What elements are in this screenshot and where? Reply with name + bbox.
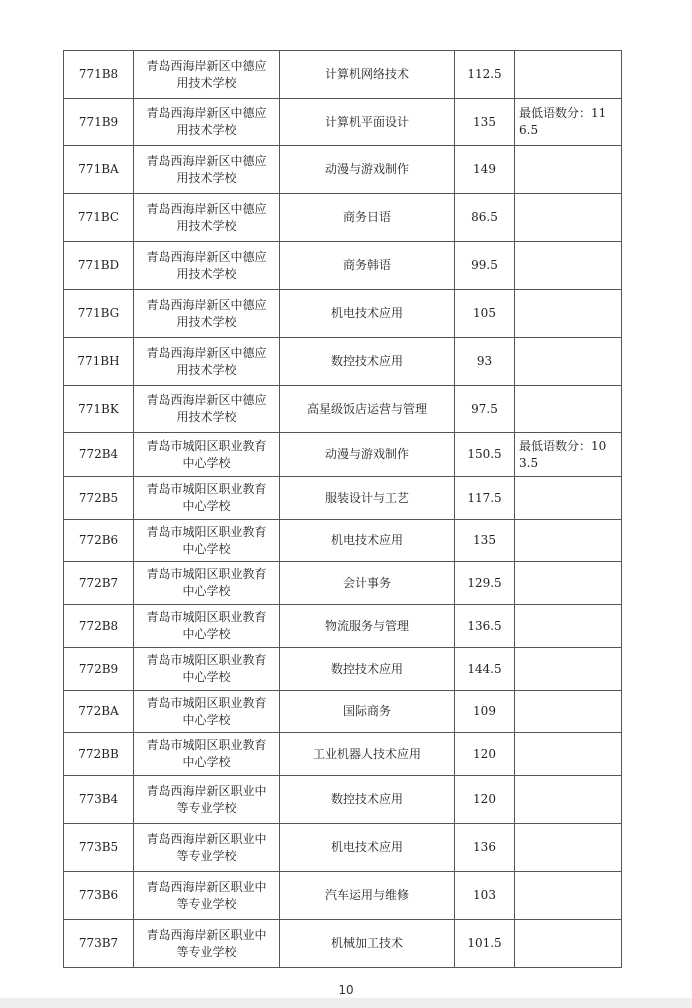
school-name-text: 青岛市城阳区职业教育中心学校: [146, 653, 267, 684]
note-cell: [515, 99, 622, 146]
school-name-cell: [134, 194, 280, 242]
page-number: 10: [338, 983, 354, 997]
major-text: 商务韩语: [342, 258, 391, 272]
school-name-cell: [134, 648, 280, 691]
table-row: [64, 691, 622, 733]
program-code-text: 771B8: [78, 67, 119, 81]
table-row: [64, 242, 622, 290]
table-row: [64, 733, 622, 776]
min-score-text: 93: [476, 354, 493, 368]
program-code-cell: [64, 824, 134, 872]
program-code-text: 772B9: [78, 661, 119, 676]
major-text: 机电技术应用: [330, 840, 403, 854]
program-code-cell: [64, 691, 134, 733]
school-name-cell: [134, 920, 280, 968]
school-name-text: 青岛西海岸新区中德应用技术学校: [146, 297, 267, 329]
program-code-cell: [64, 146, 134, 194]
school-name-text: 青岛市城阳区职业教育中心学校: [146, 482, 267, 513]
min-score-text: 150.5: [467, 447, 502, 461]
major-cell: [280, 733, 455, 776]
program-code-cell: [64, 477, 134, 520]
school-name-cell: [134, 477, 280, 520]
school-name-text: 青岛市城阳区职业教育中心学校: [146, 567, 267, 598]
school-name-cell: [134, 433, 280, 477]
note-cell: [515, 290, 622, 338]
table-row: [64, 824, 622, 872]
note-cell: [515, 194, 622, 242]
min-score-cell: [455, 51, 515, 99]
note-cell: [515, 242, 622, 290]
note-cell: [515, 605, 622, 648]
major-cell: [280, 605, 455, 648]
note-cell: [515, 477, 622, 520]
note-cell: [515, 433, 622, 477]
min-score-cell: [455, 920, 515, 968]
note-cell: [515, 776, 622, 824]
major-cell: [280, 520, 455, 562]
min-score-cell: [455, 605, 515, 648]
program-code-text: 772BA: [78, 704, 119, 718]
school-name-text: 青岛西海岸新区中德应用技术学校: [146, 201, 267, 233]
min-score-cell: [455, 648, 515, 691]
major-cell: [280, 691, 455, 733]
program-code-text: 771BD: [77, 258, 120, 272]
major-text: 高星级饭店运营与管理: [306, 401, 427, 416]
program-code-text: 772B5: [78, 490, 119, 505]
major-text: 机电技术应用: [330, 533, 403, 547]
program-code-cell: [64, 872, 134, 920]
school-name-text: 青岛西海岸新区中德应用技术学校: [146, 393, 267, 424]
major-cell: [280, 146, 455, 194]
major-cell: [280, 562, 455, 605]
note-cell: [515, 562, 622, 605]
school-name-cell: [134, 562, 280, 605]
major-text: 机械加工技术: [330, 936, 403, 950]
program-code-text: 772B4: [78, 447, 119, 461]
major-cell: [280, 242, 455, 290]
school-name-cell: [134, 605, 280, 648]
table-row: [64, 562, 622, 605]
table-row: [64, 872, 622, 920]
table-row: [64, 99, 622, 146]
table-row: [64, 194, 622, 242]
min-score-text: 120: [473, 792, 496, 806]
note-cell: [515, 146, 622, 194]
program-code-cell: [64, 776, 134, 824]
min-score-cell: [455, 477, 515, 520]
min-score-cell: [455, 386, 515, 433]
major-text: 计算机平面设计: [324, 114, 409, 129]
min-score-cell: [455, 194, 515, 242]
program-code-cell: [64, 338, 134, 386]
program-code-cell: [64, 242, 134, 290]
major-cell: [280, 872, 455, 920]
table-row: [64, 920, 622, 968]
school-name-text: 青岛西海岸新区中德应用技术学校: [146, 106, 267, 137]
major-text: 数控技术应用: [330, 354, 403, 368]
major-text: 物流服务与管理: [324, 618, 409, 633]
note-cell: [515, 648, 622, 691]
school-name-cell: [134, 733, 280, 776]
min-score-text: 135: [473, 114, 496, 129]
program-code-text: 771BH: [77, 354, 120, 368]
school-name-cell: [134, 51, 280, 99]
program-code-cell: [64, 386, 134, 433]
program-code-cell: [64, 51, 134, 99]
school-name-text: 青岛市城阳区职业教育中心学校: [146, 610, 267, 641]
school-name-text: 青岛西海岸新区职业中等专业学校: [146, 783, 267, 815]
major-text: 动漫与游戏制作: [324, 447, 409, 461]
program-code-text: 772B7: [78, 575, 119, 590]
table-row: [64, 338, 622, 386]
min-score-text: 101.5: [467, 936, 502, 950]
school-name-text: 青岛市城阳区职业教育中心学校: [146, 524, 267, 556]
school-name-text: 青岛市城阳区职业教育中心学校: [146, 695, 267, 727]
major-text: 数控技术应用: [330, 792, 403, 806]
program-code-text: 771BK: [78, 401, 119, 416]
school-name-cell: [134, 691, 280, 733]
min-score-cell: [455, 733, 515, 776]
school-name-cell: [134, 290, 280, 338]
school-name-text: 青岛市城阳区职业教育中心学校: [146, 438, 267, 470]
program-code-text: 772B6: [78, 533, 119, 547]
min-score-text: 105: [473, 306, 496, 320]
min-score-cell: [455, 776, 515, 824]
school-name-cell: [134, 824, 280, 872]
min-score-cell: [455, 872, 515, 920]
major-text: 服装设计与工艺: [324, 490, 409, 505]
table-row: [64, 520, 622, 562]
table-row: [64, 386, 622, 433]
min-score-cell: [455, 520, 515, 562]
note-cell: [515, 824, 622, 872]
program-code-text: 771BA: [78, 162, 119, 176]
min-score-cell: [455, 562, 515, 605]
major-text: 数控技术应用: [330, 661, 403, 676]
major-cell: [280, 338, 455, 386]
table-row: [64, 477, 622, 520]
program-code-text: 772BB: [78, 746, 119, 761]
note-text: 最低语数分：103.5: [519, 438, 607, 470]
min-score-cell: [455, 824, 515, 872]
school-name-cell: [134, 386, 280, 433]
table-row: [64, 648, 622, 691]
program-code-cell: [64, 562, 134, 605]
school-name-text: 青岛西海岸新区中德应用技术学校: [146, 249, 267, 281]
major-text: 工业机器人技术应用: [312, 746, 421, 761]
program-code-cell: [64, 290, 134, 338]
note-cell: [515, 691, 622, 733]
min-score-text: 112.5: [467, 67, 502, 81]
school-name-cell: [134, 146, 280, 194]
major-text: 动漫与游戏制作: [324, 162, 409, 176]
table-row: [64, 433, 622, 477]
school-name-cell: [134, 338, 280, 386]
note-cell: [515, 733, 622, 776]
major-text: 商务日语: [342, 210, 391, 224]
note-cell: [515, 872, 622, 920]
min-score-text: 117.5: [467, 490, 502, 505]
table-row: [64, 605, 622, 648]
major-cell: [280, 920, 455, 968]
min-score-text: 109: [473, 704, 496, 718]
major-cell: [280, 99, 455, 146]
table-row: [64, 776, 622, 824]
program-code-cell: [64, 605, 134, 648]
min-score-text: 135: [473, 533, 496, 547]
program-code-cell: [64, 733, 134, 776]
school-name-cell: [134, 776, 280, 824]
school-name-cell: [134, 520, 280, 562]
note-cell: [515, 520, 622, 562]
table-body: [64, 51, 622, 968]
major-text: 汽车运用与维修: [324, 888, 409, 902]
major-cell: [280, 386, 455, 433]
program-code-cell: [64, 920, 134, 968]
school-name-text: 青岛西海岸新区中德应用技术学校: [146, 153, 267, 185]
admission-score-table: [63, 50, 622, 968]
major-text: 机电技术应用: [330, 306, 403, 320]
program-code-cell: [64, 433, 134, 477]
min-score-text: 120: [473, 746, 496, 761]
program-code-text: 773B6: [78, 888, 119, 902]
school-name-cell: [134, 99, 280, 146]
table-row: [64, 146, 622, 194]
program-code-text: 773B4: [78, 792, 119, 806]
major-cell: [280, 433, 455, 477]
school-name-text: 青岛西海岸新区职业中等专业学校: [146, 879, 267, 911]
table-row: [64, 290, 622, 338]
school-name-text: 青岛市城阳区职业教育中心学校: [146, 738, 267, 769]
major-cell: [280, 477, 455, 520]
min-score-text: 129.5: [467, 575, 502, 590]
major-cell: [280, 824, 455, 872]
major-cell: [280, 290, 455, 338]
note-cell: [515, 386, 622, 433]
min-score-cell: [455, 290, 515, 338]
min-score-cell: [455, 146, 515, 194]
program-code-text: 771B9: [78, 114, 119, 129]
program-code-text: 773B5: [78, 840, 119, 854]
program-code-text: 771BC: [77, 210, 120, 224]
min-score-cell: [455, 242, 515, 290]
program-code-text: 773B7: [78, 936, 119, 950]
viewer-bottom-bar: [0, 998, 692, 1008]
school-name-cell: [134, 242, 280, 290]
school-name-text: 青岛西海岸新区中德应用技术学校: [146, 345, 267, 377]
min-score-text: 99.5: [471, 258, 498, 272]
note-text: 最低语数分：116.5: [519, 106, 607, 137]
min-score-text: 149: [473, 162, 496, 176]
major-text: 计算机网络技术: [324, 67, 409, 81]
program-code-cell: [64, 194, 134, 242]
min-score-cell: [455, 433, 515, 477]
note-cell: [515, 51, 622, 99]
major-text: 会计事务: [342, 575, 391, 590]
major-text: 国际商务: [342, 704, 391, 718]
min-score-text: 144.5: [467, 661, 502, 676]
major-cell: [280, 194, 455, 242]
min-score-text: 86.5: [471, 210, 498, 224]
program-code-text: 772B8: [78, 618, 119, 633]
major-cell: [280, 776, 455, 824]
school-name-cell: [134, 872, 280, 920]
min-score-cell: [455, 338, 515, 386]
school-name-text: 青岛西海岸新区职业中等专业学校: [146, 927, 267, 959]
min-score-cell: [455, 99, 515, 146]
min-score-text: 103: [473, 888, 496, 902]
note-cell: [515, 920, 622, 968]
program-code-cell: [64, 99, 134, 146]
school-name-text: 青岛西海岸新区职业中等专业学校: [146, 831, 267, 863]
min-score-text: 97.5: [471, 401, 498, 416]
table-row: [64, 51, 622, 99]
program-code-cell: [64, 520, 134, 562]
min-score-cell: [455, 691, 515, 733]
note-cell: [515, 338, 622, 386]
program-code-cell: [64, 648, 134, 691]
min-score-text: 136.5: [467, 618, 502, 633]
major-cell: [280, 51, 455, 99]
program-code-text: 771BG: [77, 306, 120, 320]
major-cell: [280, 648, 455, 691]
school-name-text: 青岛西海岸新区中德应用技术学校: [146, 58, 267, 90]
min-score-text: 136: [473, 840, 496, 854]
